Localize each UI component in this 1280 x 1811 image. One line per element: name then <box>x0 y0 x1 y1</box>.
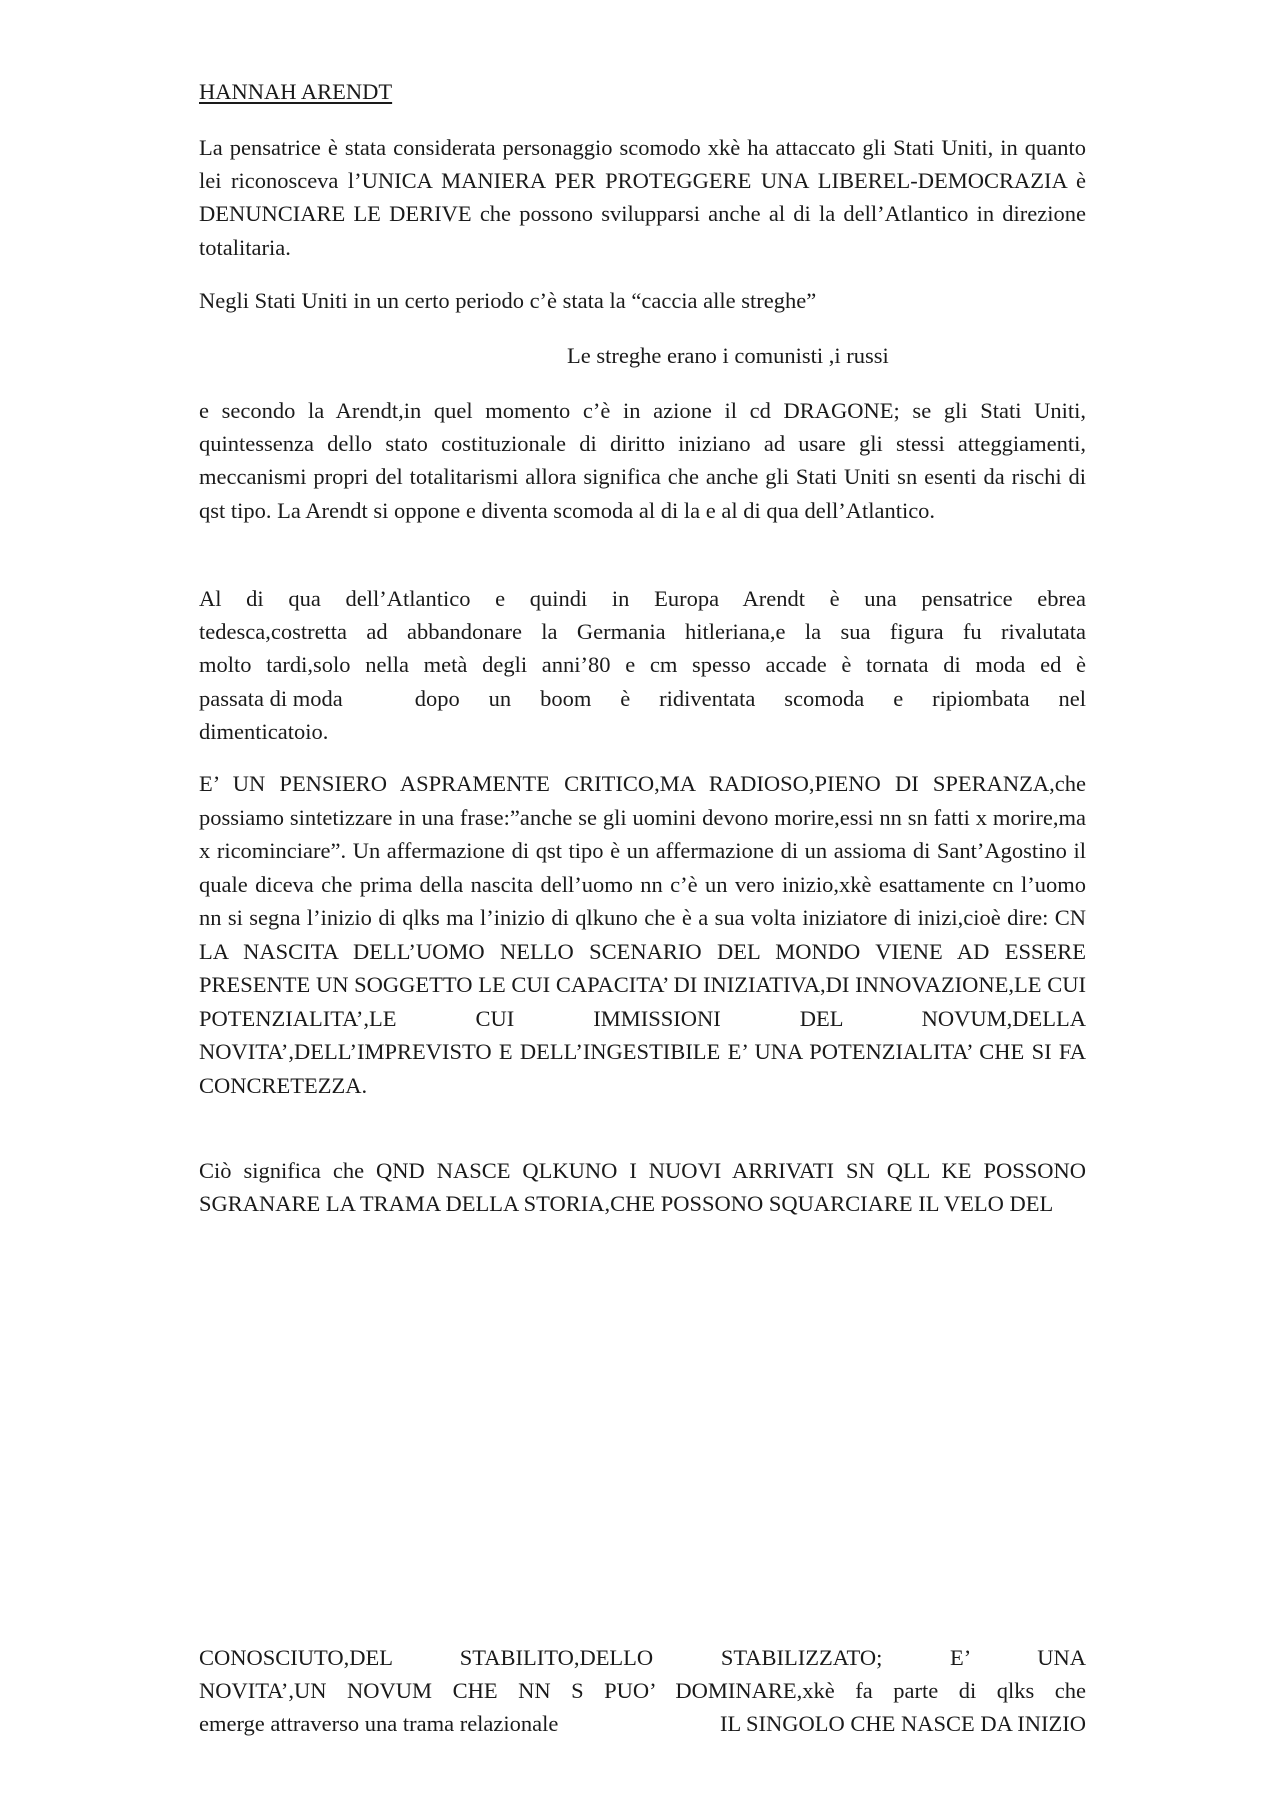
document-title: HANNAH ARENDT <box>199 79 393 104</box>
paragraph-5-line-1: Al di qua dell’Atlantico e quindi in Europa Arendt è una pensatrice ebrea <box>199 586 1086 611</box>
paragraph-5 <box>199 582 1086 748</box>
paragraph-8-line-3-start: emerge attraverso una trama relazionale <box>199 1711 559 1737</box>
paragraph-8-line-3 <box>199 1707 1086 1740</box>
paragraph-8-line-3-end: IL SINGOLO CHE NASCE DA INIZIO <box>719 1711 1086 1737</box>
paragraph-8-line-2: NOVITA’,UN NOVUM CHE NN S PUO’ DOMINARE,xkè fa parte di qlks che <box>199 1678 1086 1704</box>
paragraph-5-line-5: dimenticatoio. <box>199 718 329 744</box>
paragraph-5-line-4 <box>199 682 1086 715</box>
paragraph-8-line-1: CONOSCIUTO,DEL STABILITO,DELLO STABILIZZATO; E’ UNA <box>199 1645 1086 1670</box>
paragraph-7: Ciò significa che QND NASCE QLKUNO I NUOVI ARRIVATI SN QLL KE POSSONO SGRANARE LA TRAMA DELLA STORIA,CHE POSSONO SQUARCIARE IL VELO DEL <box>199 1158 1086 1217</box>
paragraph-6: E’ UN PENSIERO ASPRAMENTE CRITICO,MA RADIOSO,PIENO DI SPERANZA,che possiamo sintetizzare in una frase:”anche se gli uomini devono morire,essi nn sn fatti x morire,ma x ricominciare”. Un affermazione di qst tipo è un affermazione di un assioma di Sant’Agostino il quale diceva che prima della nascita dell’uomo nn c’è un vero inizio,xkè esattamente cn l’uomo nn si segna l’inizio di qlks ma l’inizio di qlkuno che è a sua volta iniziatore di inizi,cioè dire: CN LA NASCITA DELL’UOMO NELLO SCENARIO DEL MONDO VIENE AD ESSERE PRESENTE UN SOGGETTO LE CUI CAPACITA’ DI INIZIATIVA,DI INNOVAZIONE,LE CUI POTENZIALITA’,LE CUI IMMISSIONI DEL NOVUM,DELLA NOVITA’,DELL’IMPREVISTO E DELL’INGESTIBILE E’ UNA POTENZIALITA’ CHE SI FA CONCRETEZZA. <box>199 771 1086 1098</box>
paragraph-4: e secondo la Arendt,in quel momento c’è in azione il cd DRAGONE; se gli Stati Uniti, quintessenza dello stato costituzionale di diritto iniziano ad usare gli stessi atteggiamenti, meccanismi propri del totalitarismi allora significa che anche gli Stati Uniti sn esenti da rischi di qst tipo. La Arendt si oppone e diventa scomoda al di la e al di qua dell’Atlantico. <box>199 398 1086 523</box>
paragraph-5-line-2: tedesca,costretta ad abbandonare la Germania hitleriana,e la sua figura fu rivalutata <box>199 619 1086 645</box>
paragraph-8 <box>199 1641 1086 1741</box>
paragraph-1: La pensatrice è stata considerata personaggio scomodo xkè ha attaccato gli Stati Uniti, in quanto lei riconosceva l’UNICA MANIERA PER PROTEGGERE UNA LIBEREL-DEMOCRAZIA è DENUNCIARE LE DERIVE che possono svilupparsi anche al di la dell’Atlantico in direzione totalitaria. <box>199 135 1086 260</box>
paragraph-5-line-3: molto tardi,solo nella metà degli anni’80 e cm spesso accade è tornata di moda ed è <box>199 652 1086 678</box>
paragraph-5-line-4-end: dopo un boom è ridiventata scomoda e ripiombata nel <box>414 685 1086 711</box>
paragraph-3: Le streghe erano i comunisti ,i russi <box>567 343 889 368</box>
paragraph-2: Negli Stati Uniti in un certo periodo c’è stata la “caccia alle streghe” <box>199 288 817 313</box>
paragraph-5-line-4-start: passata di moda <box>199 685 343 711</box>
